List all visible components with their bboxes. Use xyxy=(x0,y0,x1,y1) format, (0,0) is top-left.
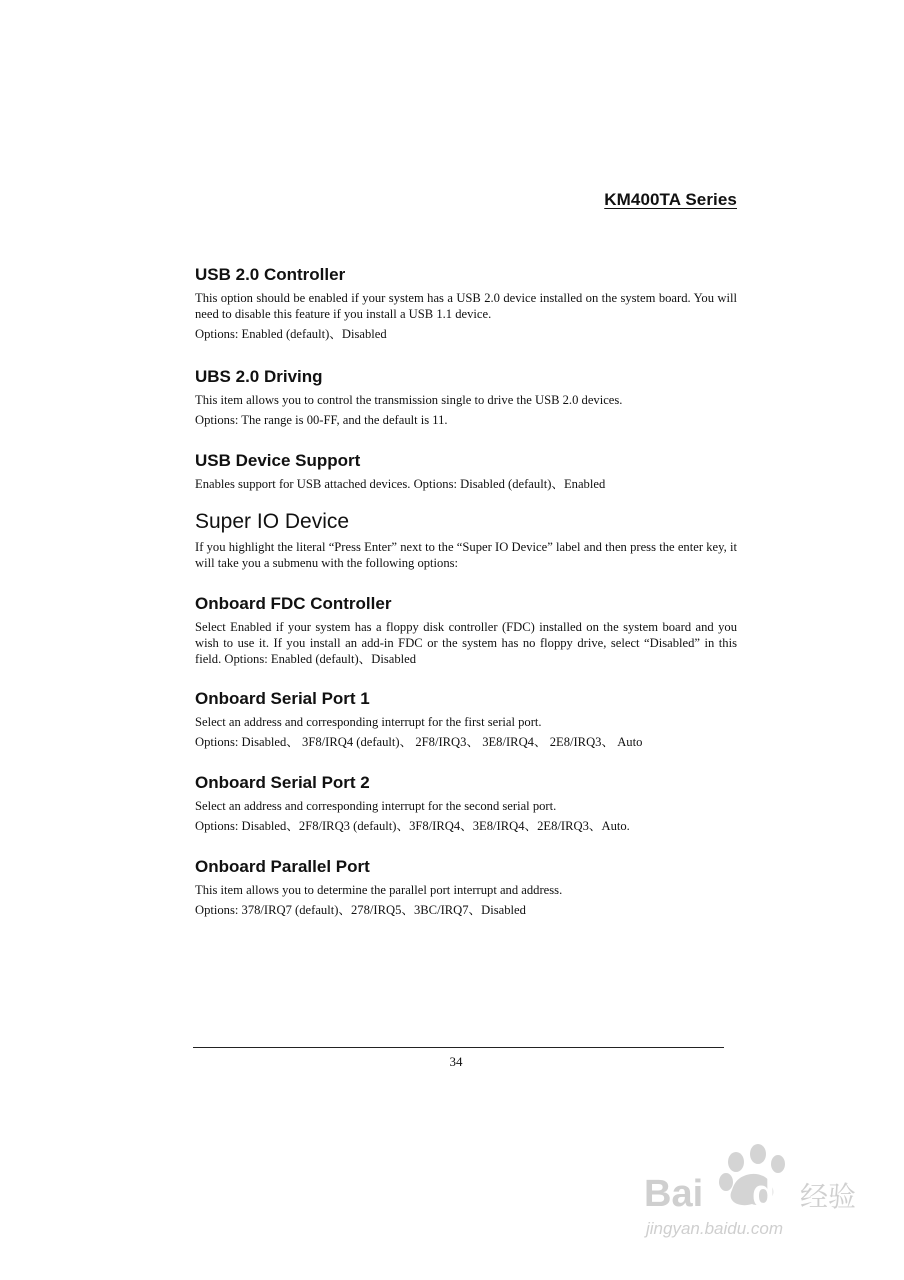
section-heading: Onboard Parallel Port xyxy=(195,857,370,876)
section-options: Options: The range is 00-FF, and the default is 11. xyxy=(195,413,448,427)
section-options: Options: Enabled (default)、Disabled xyxy=(195,327,387,341)
section-options: Options: 378/IRQ7 (default)、278/IRQ5、3BC/IRQ7、Disabled xyxy=(195,903,526,917)
section-heading: USB Device Support xyxy=(195,451,361,470)
section-options: Options: Disabled、2F8/IRQ3 (default)、3F8/IRQ4、3E8/IRQ4、2E8/IRQ3、Auto. xyxy=(195,819,630,833)
baidu-jingyan-watermark xyxy=(640,1140,860,1260)
section-usb-controller xyxy=(195,264,737,342)
section-options: Options: Disabled、 3F8/IRQ4 (default)、 2F8/IRQ3、 3E8/IRQ4、 2E8/IRQ3、 Auto xyxy=(195,735,643,749)
svg-text:jingyan.baidu.com: jingyan.baidu.com xyxy=(646,1219,784,1238)
section-paragraph: Select an address and corresponding interrupt for the first serial port. xyxy=(195,715,542,729)
baidu-paw-logo-icon xyxy=(640,1140,860,1260)
section-heading: Onboard FDC Controller xyxy=(195,594,392,613)
section-main-heading: Super IO Device xyxy=(195,510,350,533)
section-super-io-device xyxy=(195,509,737,571)
svg-text:du: du xyxy=(752,1173,799,1215)
section-onboard-fdc-controller xyxy=(195,593,737,667)
section-paragraph: This option should be enabled if your system has a USB 2.0 device installed on the system board. You will need to disable this feature if you install a USB 1.1 device. xyxy=(195,291,737,321)
svg-text:经验: 经验 xyxy=(800,1180,857,1213)
section-heading: Onboard Serial Port 1 xyxy=(195,689,370,708)
svg-text:Bai: Bai xyxy=(644,1173,704,1215)
section-paragraph: If you highlight the literal “Press Enter” next to the “Super IO Device” label and then press the enter key, it will take you a submenu with the following options: xyxy=(195,540,737,570)
footer-divider xyxy=(193,1047,724,1048)
section-onboard-parallel-port xyxy=(195,856,737,918)
section-paragraph: Select Enabled if your system has a floppy disk controller (FDC) installed on the system board and you wish to use it. If you install an add-in FDC or the system has no floppy drive, select “Disabled” in this field. Options: Enabled (default)、Disabled xyxy=(195,620,737,666)
series-title: KM400TA Series xyxy=(604,190,737,209)
section-paragraph: This item allows you to control the transmission single to drive the USB 2.0 devices. xyxy=(195,393,623,407)
section-paragraph: This item allows you to determine the parallel port interrupt and address. xyxy=(195,883,563,897)
page-number: 34 xyxy=(449,1054,463,1069)
section-paragraph: Enables support for USB attached devices. Options: Disabled (default)、Enabled xyxy=(195,477,606,491)
document-body xyxy=(195,264,737,922)
section-heading: Onboard Serial Port 2 xyxy=(195,773,370,792)
section-usb-driving xyxy=(195,366,737,428)
section-paragraph: Select an address and corresponding interrupt for the second serial port. xyxy=(195,799,557,813)
section-usb-device-support xyxy=(195,450,737,492)
section-heading: USB 2.0 Controller xyxy=(195,265,346,284)
section-heading: UBS 2.0 Driving xyxy=(195,367,323,386)
section-onboard-serial-port-2 xyxy=(195,772,737,834)
section-onboard-serial-port-1 xyxy=(195,688,737,750)
